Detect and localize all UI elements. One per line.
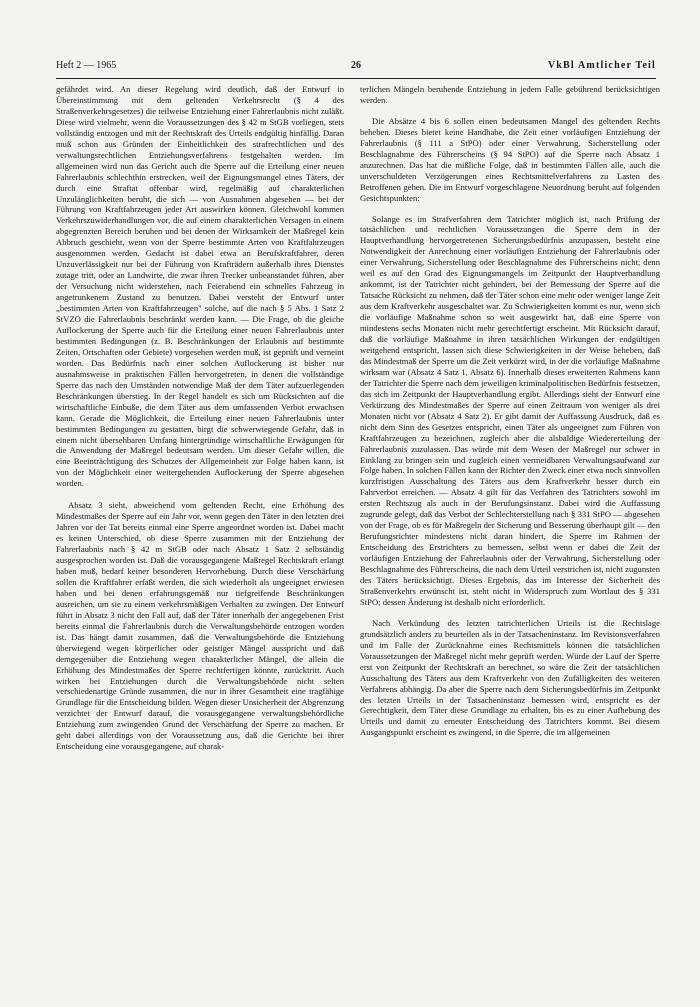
paragraph: Solange es im Strafverfahren dem Tatrichter möglich ist, nach Prüfung der tatsächlichen und rechtlichen Voraussetzungen die Sperre dem in der Hauptverhandlung hervorgetretenen Sicherungsbedürfnis anzupassen, besteht eine Notwendigkeit der Anrechnung einer vorläufigen Entziehung der Fahrerlaubnis oder einer Verwahrung, Sicherstellung oder Beschlagnahme des Führerscheins nicht; denn weil es auf den Grad des Eignungsmangels im Zeitpunkt der Hauptverhandlung ankommt, ist der Tatrichter nicht gehindert, bei der Bemessung der Sperre auf die Tatsache Rücksicht zu nehmen, daß der Täter schon eine mehr oder weniger lange Zeit aus dem Kraftverkehr ausgeschaltet war. Zu Schwierigkeiten kommt es nur, wenn sich die vorläufige Maßnahme schon so weit ausgewirkt hat, daß eine Sperre von mindestens sechs Monaten nicht mehr gerechtfertigt erscheint. Mit Rücksicht darauf, daß die vorläufige Maßnahme in ihren tatsächlichen Wirkungen der endgültigen weitgehend entspricht, lassen sich diese Schwierigkeiten in der Weise beheben, daß das Mindestmaß der Sperre um die Zeit verkürzt wird, in der die vorläufige Maßnahme wirksam war (Absatz 4 Satz 1, Absatz 6). Innerhalb dieses erweiterten Rahmens kann der Tatrichter die Sperre nach dem jeweiligen kriminalpolitischen Bedürfnis festsetzen, das sich im Zeitpunkt der Hauptverhandlung ergibt. Allerdings sieht der Entwurf eine Verkürzung des Mindestmaßes der Sperre auf einen Zeitraum von weniger als drei Monaten nicht vor (Absatz 4 Satz 2). Er gibt damit der Auffassung Ausdruck, daß es nicht dem Sinn des Gesetzes entspricht, einen Täter als ungeeignet zum Führen von Kraftfahrzeugen zu bezeichnen, zugleich aber die alsbaldige Wiedererteilung der Fahrerlaubnis zuzulassen. Das würde mit dem Wesen der Maßregel nur schwer in Einklang zu bringen sein und zugleich einen vermeidbaren Verwaltungsaufwand zur Folge haben. In solchen Fällen kann der Richter den Zweck einer etwa noch sinnvollen kurzfristigen Ausschaltung des Täters aus dem Kraftverkehr besser durch ein Fahrverbot erreichen. — Absatz 4 gilt für das Verfahren des Tatrichters sowohl im ersten Rechtszug als auch in der Berufungsinstanz. Dabei wird die Auffassung zugrunde gelegt, daß das Verbot der Schlechterstellung nach § 331 StPO — abgesehen von der Frage, ob es für Maßregeln der Sicherung und Besserung überhaupt gilt — den Berufungsrichter mindestens nicht daran hindert, die Sperre im Rahmen der Entscheidung des Erstrichters zu bemessen, selbst wenn er dabei die Zeit der vorläufigen Entziehung der Fahrerlaubnis oder der Verwahrung, Sicherstellung oder Beschlagnahme des Führerscheins, die nach dem Urteil verstrichen ist, nicht zugunsten des Täters berücksichtigt. Dieses Ergebnis, das im Interesse der Sicherheit des Straßenverkehrs erwünscht ist, steht nicht in Widerspruch zum Wortlaut des § 331 StPO; dessen Änderung ist deshalb nicht erforderlich. xyxy=(360,213,660,607)
header-rule xyxy=(56,78,656,79)
paragraph: gefährdet wird. An dieser Regelung wird deutlich, daß der Entwurf in Übereinstimmung mit dem geltenden Verkehrsrecht (§ 4 des Straßenverkehrsgesetzes) die teilweise Entziehung einer Fahrerlaubnis nicht zuläßt. Diese wird vielmehr, wenn die Voraussetzungen des § 42 m StGB vorliegen, stets vollständig entzogen und mit der Rechtskraft des Urteils endgültig hinfällig. Daran muß schon aus Gründen der Einheitlichkeit des strafrechtlichen und des verwaltungsrechtlichen Entziehungsverfahrens festgehalten werden. Im allgemeinen wird nun das Gericht auch die Sperre auf die Erteilung einer neuen Fahrerlaubnis schlechthin erstrecken, weil der Eignungsmangel eines Täters, der durch eine Straftat offenbar wird, regelmäßig auf charakterlichen Unzulänglichkeiten beruht, die sich — von Ausnahmen abgesehen — bei der Führung von Kraftfahrzeugen jeder Art auswirken können. Gleichwohl kommen Verkehrszuwiderhandlungen vor, die auf einem charakterlichen Versagen in einem abgegrenzten Bereich beruhen und bei denen der Wirksamkeit der Maßregel kein Abbruch geschieht, wenn von der Sperre bestimmte Arten von Kraftfahrzeugen ausgenommen werden. Gedacht ist dabei etwa an Berufskraftfahrer, deren Unzuverlässigkeit nur bei der Führung von Krafträdern außerhalb ihres Dienstes zutage tritt, oder an Landwirte, die zwar ihren Trecker unbeanstandet führen, aber der Versuchung nicht widerstehen, nach Feierabend ein schnelles Fahrzeug in angetrunkenem Zustand zu benutzen. Dabei versteht der Entwurf unter „bestimmten Arten von Kraftfahrzeugen" solche, auf die nach § 5 Abs. 1 Satz 2 StVZO die Fahrerlaubnis beschränkt werden kann. — Die Frage, ob die gleiche Auflockerung der Sperre auch für die Erteilung einer neuen Fahrerlaubnis unter bestimmten Bedingungen (z. B. Beschränkungen der Erlaubnis auf bestimmte Zeiten, Ortschaften oder Gebiete) vorgesehen werden muß, ist geprüft und verneint worden. Das Bedürfnis nach einer solchen Auflockerung ist bisher nur ausnahmsweise in praktischen Fällen hervorgetreten, in denen die vollständige Sperre das nach den Umständen notwendige Maß der dem Täter aufzuerlegenden Beschränkungen überstieg. In der Regel handelt es sich um Rücksichten auf die wirtschaftliche Einbuße, die dem Täter aus dem umfassenden Verbot erwachsen kann. Gerade die Möglichkeit, die Erteilung einer neuen Fahrerlaubnis unter bestimmten Bedingungen zu gestatten, birgt die schwerwiegende Gefahr, daß in einem nicht übersehbaren Umfang hintergründige wirtschaftliche Erwägungen für die Anwendung der Maßregel bedeutsam werden. Um dieser Gefahr willen, die eine Beeinträchtigung des Schutzes der Allgemeinheit zur Folge haben kann, ist von der Möglichkeit einer weitergehenden Auflockerung der Sperre abgesehen worden. xyxy=(56,84,344,489)
page-header xyxy=(56,60,656,76)
left-column xyxy=(56,84,344,752)
page-number: 26 xyxy=(351,60,361,71)
issue-label: Heft 2 — 1965 xyxy=(56,60,117,71)
paragraph: Absatz 3 sieht, abweichend vom geltenden Recht, eine Erhöhung des Mindestmaßes der Sperre auf ein Jahr vor, wenn gegen den Täter in den letzten drei Jahren vor der Tat bereits einmal eine Sperre angeordnet worden ist. Dabei macht es keinen Unterschied, ob diese Sperre zusammen mit der Entziehung der Fahrerlaubnis nach § 42 m StGB oder nach Absatz 1 Satz 2 selbständig ausgesprochen worden ist. Daß die vorausgegangene Maßregel Rechtskraft erlangt haben muß, bedarf keiner besonderen Hervorhebung. Durch diese Verschärfung sollen die Kraftfahrer erfaßt werden, die sich wiederholt als ungeeignet erwiesen haben und bei denen erfahrungsgemäß nur tiefgreifende Beschränkungen ausreichen, um sie zu einem verkehrsmäßigen Verhalten zu zwingen. Der Entwurf führt in Absatz 3 nicht den Fall auf, daß der Täter innerhalb der angegebenen Frist bereits einmal die Fahrerlaubnis durch die Verwaltungsbehörde entzogen worden ist. Das hängt damit zusammen, daß die Verwaltungsbehörde die Entziehung überwiegend wegen körperlicher oder geistiger Mängel ausspricht und daß demgegenüber die Entziehung wegen charakterlicher Mängel, die allein die Erhöhung des Mindestmaßes der Sperre rechtfertigen könnte, zurücktritt. Auch wirken bei Entziehungen durch die Verwaltungsbehörde nicht selten verschiedenartige Gründe zusammen, die nur in ihrer Gesamtheit eine tragfähige Grundlage für die Entscheidung bilden. Wegen dieser Unsicherheit der Abgrenzung verzichtet der Entwurf darauf, die vorausgegangene verwaltungsbehördliche Entziehung zum zwingenden Grund der Verschärfung der Sperre zu machen. Er geht dabei allerdings von der Voraussetzung aus, daß die Gerichte bei ihrer Entscheidung eine vorausgegangene, auf charak- xyxy=(56,500,344,752)
journal-title: VkBl Amtlicher Teil xyxy=(547,60,656,71)
paragraph: Nach Verkündung des letzten tatrichterlichen Urteils ist die Rechtslage grundsätzlich anders zu beurteilen als in der Tatsacheninstanz. Im Revisionsverfahren und im Falle der Zurücknahme eines Rechtsmittels können die tatsächlichen Voraussetzungen der Maßregel nicht mehr geprüft werden. Würde der Lauf der Sperre erst von Zeitpunkt der Rechtskraft an berechnet, so wäre die Zeit der tatsächlichen Ausschaltung des Täters aus dem Kraftverkehr von den Zufälligkeiten des weiteren Verfahrens abhängig. Da aber die Sperre nach dem Sicherungsbedürfnis im Zeitpunkt des letzten Urteils in der Tatsacheninstanz bemessen wird, entspricht es der Gerechtigkeit, dem Täter diese Grundlage zu erhalten, bis es zu einer Aufhebung des Urteils und damit zu erneuter Entscheidung des Tatrichters kommt. Bei diesem Ausgangspunkt erscheint es zwingend, in die Sperre, die im allgemeinen xyxy=(360,617,660,738)
paragraph: Die Absätze 4 bis 6 sollen einen bedeutsamen Mangel des geltenden Rechts beheben. Dieses bietet keine Handhabe, die Zeit einer vorläufigen Entziehung der Fahrerlaubnis (§ 111 a StPO) oder einer Verwahrung, Sicherstellung oder Beschlagnahme des Führerscheins (§ 94 StPO) auf die Sperre nach Absatz 1 anzurechnen. Das hat die mißliche Folge, daß in bestimmten Fällen alle, auch die unverschuldeten Verzögerungen eines Rechtsmittelverfahrens zu Lasten des Betroffenen gehen. Die im Entwurf vorgeschlagene Neuordnung beruht auf folgenden Gesichtspunkten: xyxy=(360,115,660,203)
paragraph: terlichen Mängeln beruhende Entziehung in jedem Falle gebührend berücksichtigen werden. xyxy=(360,84,660,105)
right-column xyxy=(360,84,660,738)
